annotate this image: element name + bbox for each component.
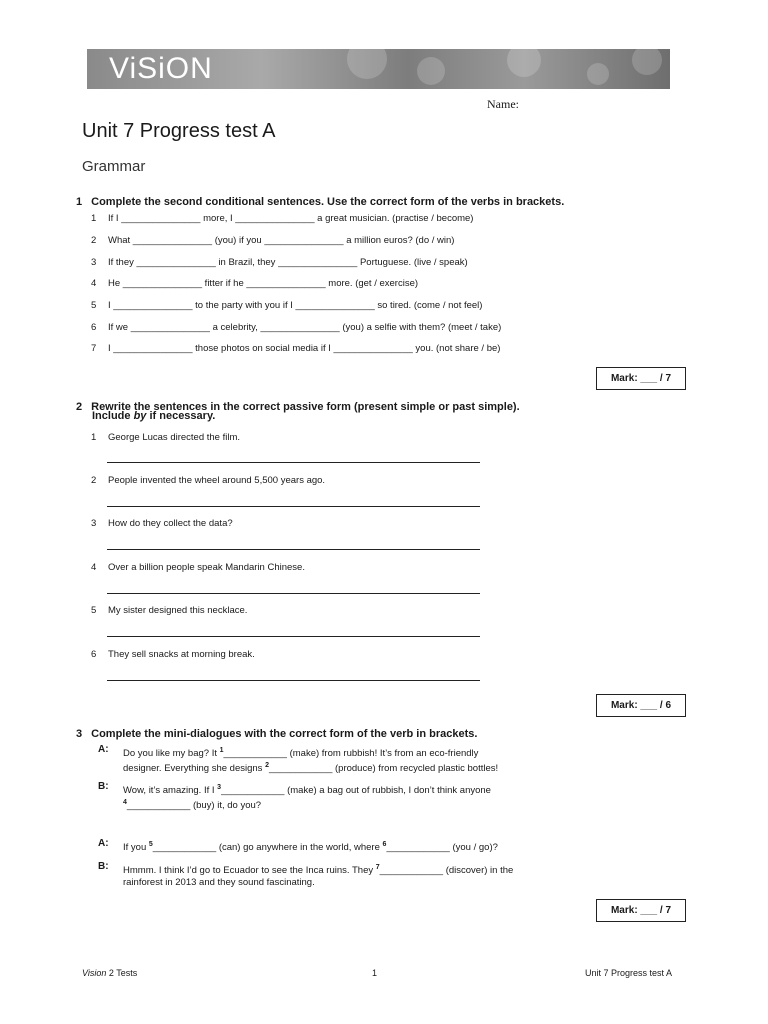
list-item: 1 If I _______________ more, I _______________ a great musician. (practise / become) xyxy=(91,213,474,224)
q1-heading xyxy=(76,192,564,210)
list-item: 4 He _______________ fitter if he _______________ more. (get / exercise) xyxy=(91,278,419,289)
list-item: 5 My sister designed this necklace. xyxy=(91,605,248,616)
name-label: Name: xyxy=(487,97,519,111)
q1-instruction: Complete the second conditional sentences. Use the correct form of the verbs in brackets. xyxy=(91,196,565,208)
page-title: Unit 7 Progress test A xyxy=(82,120,276,142)
answer-line[interactable] xyxy=(107,549,480,550)
dialogue-line: Do you like my bag? It $^1$____________ (make) from rubbish! It’s from an eco-friendly xyxy=(123,747,479,760)
dialogue-line: designer. Everything she designs $^2$____________ (produce) from recycled plastic bottles! xyxy=(123,762,499,775)
q3-instruction: Complete the mini-dialogues with the correct form of the verb in brackets. xyxy=(91,728,478,740)
section-heading: Grammar xyxy=(82,158,146,175)
list-item: 3 How do they collect the data? xyxy=(91,518,233,529)
dialogue-line: Wow, it’s amazing. If I $^3$____________ (make) a bag out of rubbish, I don’t think anyone xyxy=(123,784,491,797)
q2-number: 2 xyxy=(76,401,83,413)
answer-line[interactable] xyxy=(107,636,480,637)
footer-left: Vision 2 Tests xyxy=(82,968,138,978)
speaker-b: B: xyxy=(98,861,109,872)
speaker-b: B: xyxy=(98,781,109,792)
speaker-a: A: xyxy=(98,744,109,755)
list-item: 4 Over a billion people speak Mandarin Chinese. xyxy=(91,562,305,573)
header-banner xyxy=(87,49,670,89)
footer-right: Unit 7 Progress test A xyxy=(585,968,673,978)
answer-line[interactable] xyxy=(107,593,480,594)
list-item: 6 If we _______________ a celebrity, _______________ (you) a selfie with them? (meet / take) xyxy=(91,322,502,333)
dialogue-line: Hmmm. I think I’d go to Ecuador to see the Inca ruins. They $^7$____________ (discover) in the xyxy=(123,864,514,877)
q1-number: 1 xyxy=(76,196,83,208)
q3-mark-box: Mark: ___ / 7 xyxy=(596,899,686,922)
dialogue-line: $^4$____________ (buy) it, do you? xyxy=(123,799,262,812)
list-item: 5 I _______________ to the party with you if I _______________ so tired. (come / not feel) xyxy=(91,300,483,311)
q2-mark-box: Mark: ___ / 6 xyxy=(596,694,686,717)
answer-line[interactable] xyxy=(107,680,480,681)
list-item: 2 What _______________ (you) if you _______________ a million euros? (do / win) xyxy=(91,235,455,246)
vision-logo: ViSiON xyxy=(109,52,213,85)
list-item: 6 They sell snacks at morning break. xyxy=(91,649,255,660)
answer-line[interactable] xyxy=(107,506,480,507)
dialogue-line: If you $^5$____________ (can) go anywhere in the world, where $^6$____________ (you / go)? xyxy=(123,841,498,854)
q1-mark-box: Mark: ___ / 7 xyxy=(596,367,686,390)
answer-line[interactable] xyxy=(107,462,480,463)
q3-heading xyxy=(76,724,477,742)
speaker-a: A: xyxy=(98,838,109,849)
list-item: 2 People invented the wheel around 5,500 years ago. xyxy=(91,475,326,486)
q3-number: 3 xyxy=(76,728,83,740)
list-item: 3 If they _______________ in Brazil, they _______________ Portuguese. (live / speak) xyxy=(91,257,468,268)
q2-instruction: Rewrite the sentences in the correct passive form (present simple or past simple). xyxy=(91,401,520,413)
page-number: 1 xyxy=(372,968,378,978)
list-item: 1 George Lucas directed the film. xyxy=(91,432,241,443)
q2-instruction-line2: Include by if necessary. xyxy=(92,410,216,422)
dialogue-line: rainforest in 2013 and they sound fascinating. xyxy=(123,877,315,888)
list-item: 7 I _______________ those photos on social media if I _______________ you. (not share / be) xyxy=(91,343,501,354)
